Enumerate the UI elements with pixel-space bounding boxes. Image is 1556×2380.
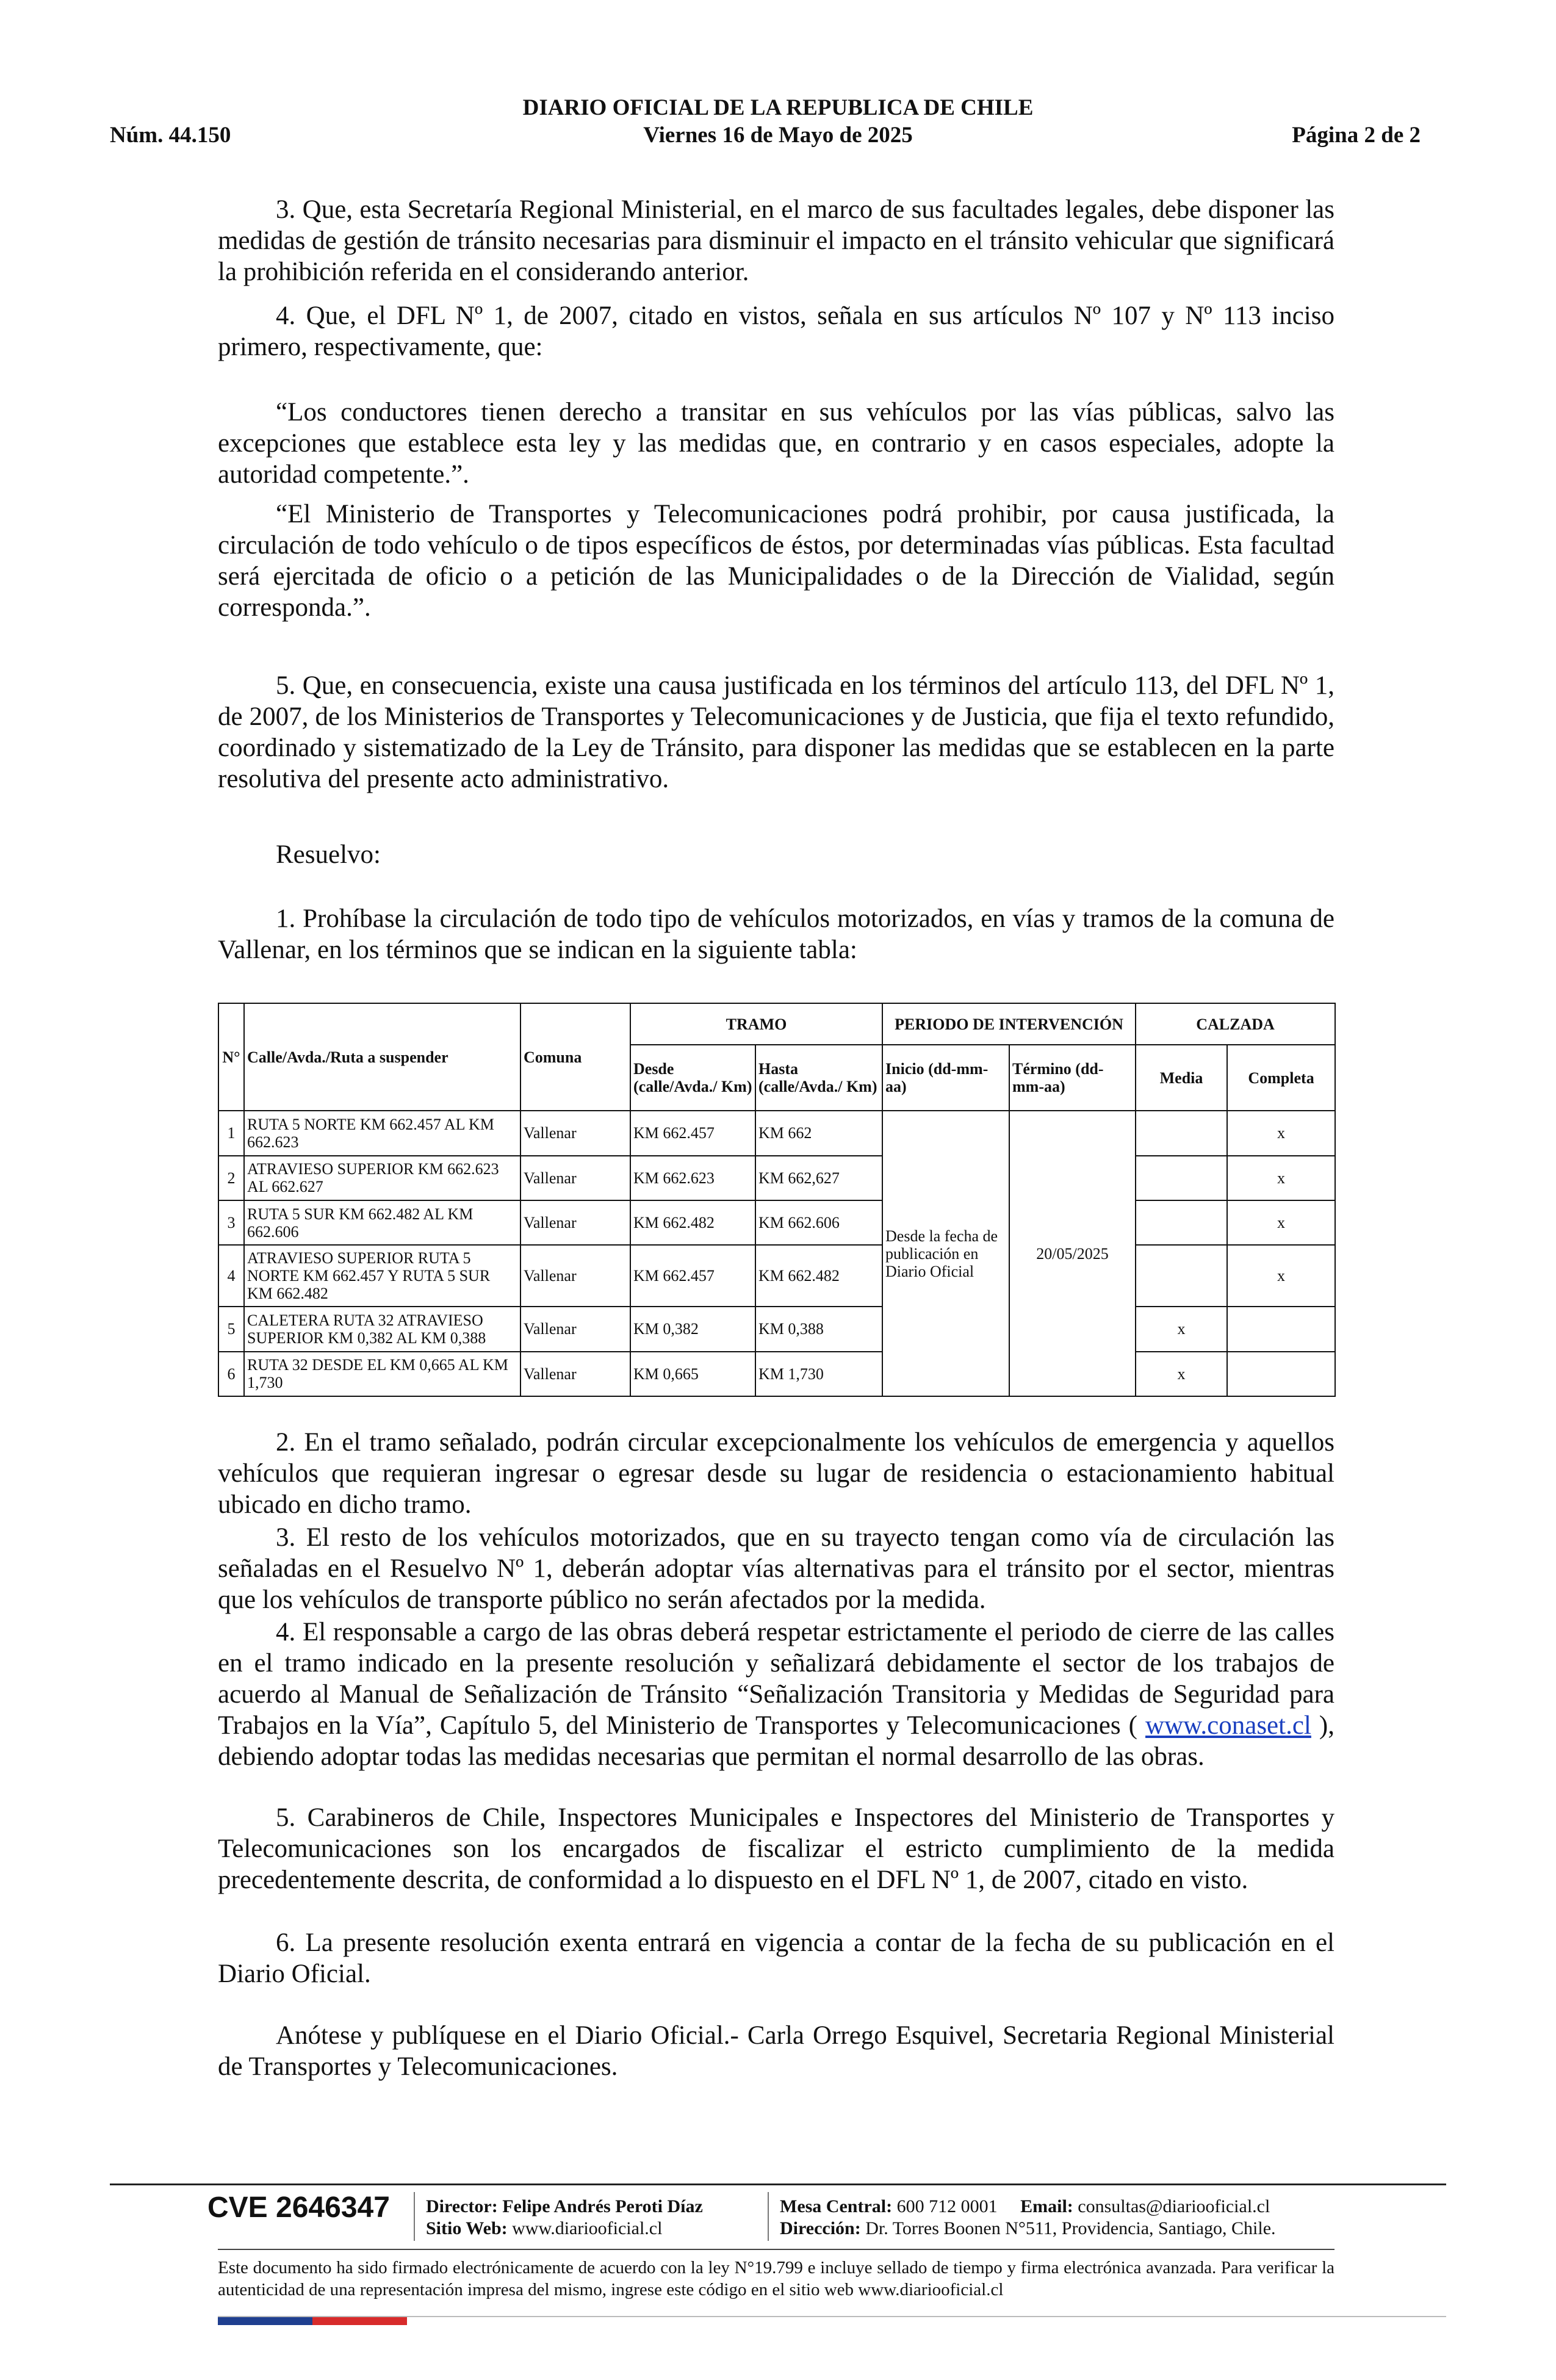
cell-hasta: KM 662.482 — [755, 1245, 882, 1307]
paragraph-considerando-4: 4. Que, el DFL Nº 1, de 2007, citado en vistos, señala en sus artículos Nº 107 y Nº 113 inciso primero, respectivamente, que: — [218, 301, 1334, 361]
email-address[interactable]: consultas@diariooficial.cl — [1078, 2196, 1270, 2216]
cell-number: 5 — [218, 1307, 244, 1351]
quote-article-113: “El Ministerio de Transportes y Telecomunicaciones podrá prohibir, por causa justificada, la circulación de todo vehículo o de tipos específicos de éstos, por determinadas vías públicas. Esta facultad será ejercitada de oficio o a petición de las Municipalidades o de la Dirección de Vialidad, según corresponda.”. — [218, 500, 1334, 622]
cell-number: 6 — [218, 1352, 244, 1396]
th-tramo: TRAMO — [630, 1003, 882, 1045]
email-label: Email: — [1020, 2196, 1073, 2216]
cell-comuna: Vallenar — [520, 1352, 630, 1396]
th-hasta: Hasta (calle/Avda./ Km) — [755, 1045, 882, 1111]
cell-media — [1136, 1111, 1227, 1155]
footer-divider — [110, 2183, 1446, 2185]
th-desde: Desde (calle/Avda./ Km) — [630, 1045, 755, 1111]
cell-calle: RUTA 5 NORTE KM 662.457 AL KM 662.623 — [244, 1111, 520, 1155]
resuelvo-heading: Resuelvo: — [276, 840, 381, 869]
cell-completa — [1227, 1307, 1335, 1351]
cell-hasta: KM 662.606 — [755, 1200, 882, 1245]
cell-number: 3 — [218, 1200, 244, 1245]
mesa-phone: 600 712 0001 — [896, 2196, 998, 2216]
cell-inicio: Desde la fecha de publicación en Diario Oficial — [882, 1111, 1009, 1396]
cell-number: 2 — [218, 1156, 244, 1200]
cell-number: 1 — [218, 1111, 244, 1155]
footer-address — [780, 2218, 1276, 2240]
cell-completa: x — [1227, 1200, 1335, 1245]
issue-number: Núm. 44.150 — [110, 123, 231, 148]
th-termino: Término (dd-mm-aa) — [1009, 1045, 1136, 1111]
closing-signature: Anótese y publíquese en el Diario Oficial.- Carla Orrego Esquivel, Secretaria Regional Ministerial de Transportes y Telecomunicaciones. — [218, 2021, 1334, 2081]
cell-number: 4 — [218, 1245, 244, 1307]
th-number: N° — [218, 1003, 244, 1111]
th-completa: Completa — [1227, 1045, 1335, 1111]
table-row — [218, 1111, 1335, 1155]
cell-desde: KM 662.457 — [630, 1111, 755, 1155]
address-value: Dr. Torres Boonen N°511, Providencia, Santiago, Chile. — [865, 2218, 1276, 2238]
table-row — [218, 1307, 1335, 1351]
cell-comuna: Vallenar — [520, 1111, 630, 1155]
cell-media: x — [1136, 1352, 1227, 1396]
conaset-link[interactable]: www.conaset.cl — [1145, 1711, 1311, 1740]
paragraph-considerando-5: 5. Que, en consecuencia, existe una causa justificada en los términos del artículo 113, del DFL Nº 1, de 2007, de los Ministerios de Transportes y Telecomunicaciones y de Justicia, que fija el texto refundido, coordinado y sistematizado de la Ley de Tránsito, para disponer las medidas que se establecen en la parte resolutiva del presente acto administrativo. — [218, 671, 1334, 793]
cell-media — [1136, 1156, 1227, 1200]
flag-stripe-blue — [218, 2317, 312, 2325]
issue-date: Viernes 16 de Mayo de 2025 — [643, 123, 913, 148]
th-media: Media — [1136, 1045, 1227, 1111]
footer-separator — [768, 2192, 769, 2241]
cell-comuna: Vallenar — [520, 1156, 630, 1200]
cell-calle: CALETERA RUTA 32 ATRAVIESO SUPERIOR KM 0,382 AL KM 0,388 — [244, 1307, 520, 1351]
th-inicio: Inicio (dd-mm-aa) — [882, 1045, 1009, 1111]
closure-table — [218, 1003, 1336, 1397]
address-label: Dirección: — [780, 2218, 861, 2238]
th-periodo: PERIODO DE INTERVENCIÓN — [882, 1003, 1136, 1045]
th-comuna: Comuna — [520, 1003, 630, 1111]
cell-media — [1136, 1245, 1227, 1307]
cell-desde: KM 0,382 — [630, 1307, 755, 1351]
cve-code: CVE 2646347 — [207, 2191, 390, 2224]
director-name: Felipe Andrés Peroti Díaz — [502, 2196, 703, 2216]
website-label: Sitio Web: — [426, 2218, 508, 2238]
cell-desde: KM 662.623 — [630, 1156, 755, 1200]
mesa-label: Mesa Central: — [780, 2196, 893, 2216]
footer-legal-note: Este documento ha sido firmado electrónicamente de acuerdo con la ley N°19.799 e incluye sellado de tiempo y firma electrónica avanzada. Para verificar la autenticidad de una representación impresa del mismo, ingrese este código en el sitio web www.diariooficial.cl — [218, 2258, 1334, 2299]
cell-media: x — [1136, 1307, 1227, 1351]
resuelvo-4-text-a: 4. El responsable a cargo de las obras deberá respetar estrictamente el periodo de cierre de las calles en el tramo indicado en la presente resolución y señalizará debidamente el sector de los trabajos de acuerdo al Manual de Señalización de Tránsito “Señalización Transitoria y Medidas de Seguridad para Trabajos en la Vía”, Capítulo 5, del Ministerio de Transportes y Telecomunicaciones ( — [218, 1618, 1334, 1740]
cell-desde: KM 662.457 — [630, 1245, 755, 1307]
footer-website — [426, 2218, 662, 2240]
footer-contact — [780, 2196, 1270, 2218]
cell-termino: 20/05/2025 — [1009, 1111, 1136, 1396]
th-calle: Calle/Avda./Ruta a suspender — [244, 1003, 520, 1111]
table-row — [218, 1245, 1335, 1307]
cell-completa: x — [1227, 1111, 1335, 1155]
director-label: Director: — [426, 2196, 498, 2216]
cell-calle: RUTA 32 DESDE EL KM 0,665 AL KM 1,730 — [244, 1352, 520, 1396]
resuelvo-1: 1. Prohíbase la circulación de todo tipo de vehículos motorizados, en vías y tramos de la comuna de Vallenar, en los términos que se indican en la siguiente tabla: — [218, 904, 1334, 964]
th-calzada: CALZADA — [1136, 1003, 1335, 1045]
footer-divider — [218, 2249, 1334, 2250]
paragraph-considerando-3: 3. Que, esta Secretaría Regional Ministerial, en el marco de sus facultades legales, debe disponer las medidas de gestión de tránsito necesarias para disminuir el impacto en el tránsito vehicular que significará la prohibición referida en el considerando anterior. — [218, 195, 1334, 286]
page-number: Página 2 de 2 — [1292, 123, 1421, 148]
cell-comuna: Vallenar — [520, 1200, 630, 1245]
cell-calle: RUTA 5 SUR KM 662.482 AL KM 662.606 — [244, 1200, 520, 1245]
cell-hasta: KM 1,730 — [755, 1352, 882, 1396]
cell-comuna: Vallenar — [520, 1245, 630, 1307]
resuelvo-3: 3. El resto de los vehículos motorizados, que en su trayecto tengan como vía de circulación las señaladas en el Resuelvo Nº 1, deberán adoptar vías alternativas para el tránsito por el sector, mientras que los vehículos de transporte público no serán afectados por la medida. — [218, 1523, 1334, 1614]
footer-director — [426, 2196, 703, 2218]
resuelvo-5: 5. Carabineros de Chile, Inspectores Municipales e Inspectores del Ministerio de Transportes y Telecomunicaciones son los encargados de fiscalizar el estricto cumplimiento de la medida precedentemente descrita, de conformidad a lo dispuesto en el DFL Nº 1, de 2007, citado en visto. — [218, 1803, 1334, 1894]
footer-separator — [414, 2192, 415, 2241]
resuelvo-4 — [218, 1617, 1334, 1772]
cell-completa: x — [1227, 1245, 1335, 1307]
table-row — [218, 1352, 1335, 1396]
table-row — [218, 1200, 1335, 1245]
cell-desde: KM 662.482 — [630, 1200, 755, 1245]
resuelvo-2: 2. En el tramo señalado, podrán circular excepcionalmente los vehículos de emergencia y aquellos vehículos que requieran ingresar o egresar desde su lugar de residencia o estacionamiento habitual ubicado en dicho tramo. — [218, 1428, 1334, 1519]
cell-desde: KM 0,665 — [630, 1352, 755, 1396]
website-link[interactable]: www.diariooficial.cl — [512, 2218, 663, 2238]
cell-completa: x — [1227, 1156, 1335, 1200]
cell-completa — [1227, 1352, 1335, 1396]
cell-hasta: KM 0,388 — [755, 1307, 882, 1351]
header-title: DIARIO OFICIAL DE LA REPUBLICA DE CHILE — [522, 95, 1034, 120]
flag-stripe-red — [312, 2317, 407, 2325]
cell-calle: ATRAVIESO SUPERIOR KM 662.623 AL 662.627 — [244, 1156, 520, 1200]
cell-media — [1136, 1200, 1227, 1245]
table-row — [218, 1156, 1335, 1200]
resuelvo-4-text-b: ), debiendo adoptar todas las medidas necesarias que permitan el normal desarrollo de las obras. — [218, 1711, 1334, 1771]
cell-hasta: KM 662,627 — [755, 1156, 882, 1200]
cell-calle: ATRAVIESO SUPERIOR RUTA 5 NORTE KM 662.457 Y RUTA 5 SUR KM 662.482 — [244, 1245, 520, 1307]
resuelvo-6: 6. La presente resolución exenta entrará en vigencia a contar de la fecha de su publicación en el Diario Oficial. — [218, 1928, 1334, 1988]
cell-hasta: KM 662 — [755, 1111, 882, 1155]
quote-article-107: “Los conductores tienen derecho a transitar en sus vehículos por las vías públicas, salvo las excepciones que establece esta ley y las medidas que, en contrario y en casos especiales, adopte la autoridad competente.”. — [218, 398, 1334, 489]
cell-comuna: Vallenar — [520, 1307, 630, 1351]
